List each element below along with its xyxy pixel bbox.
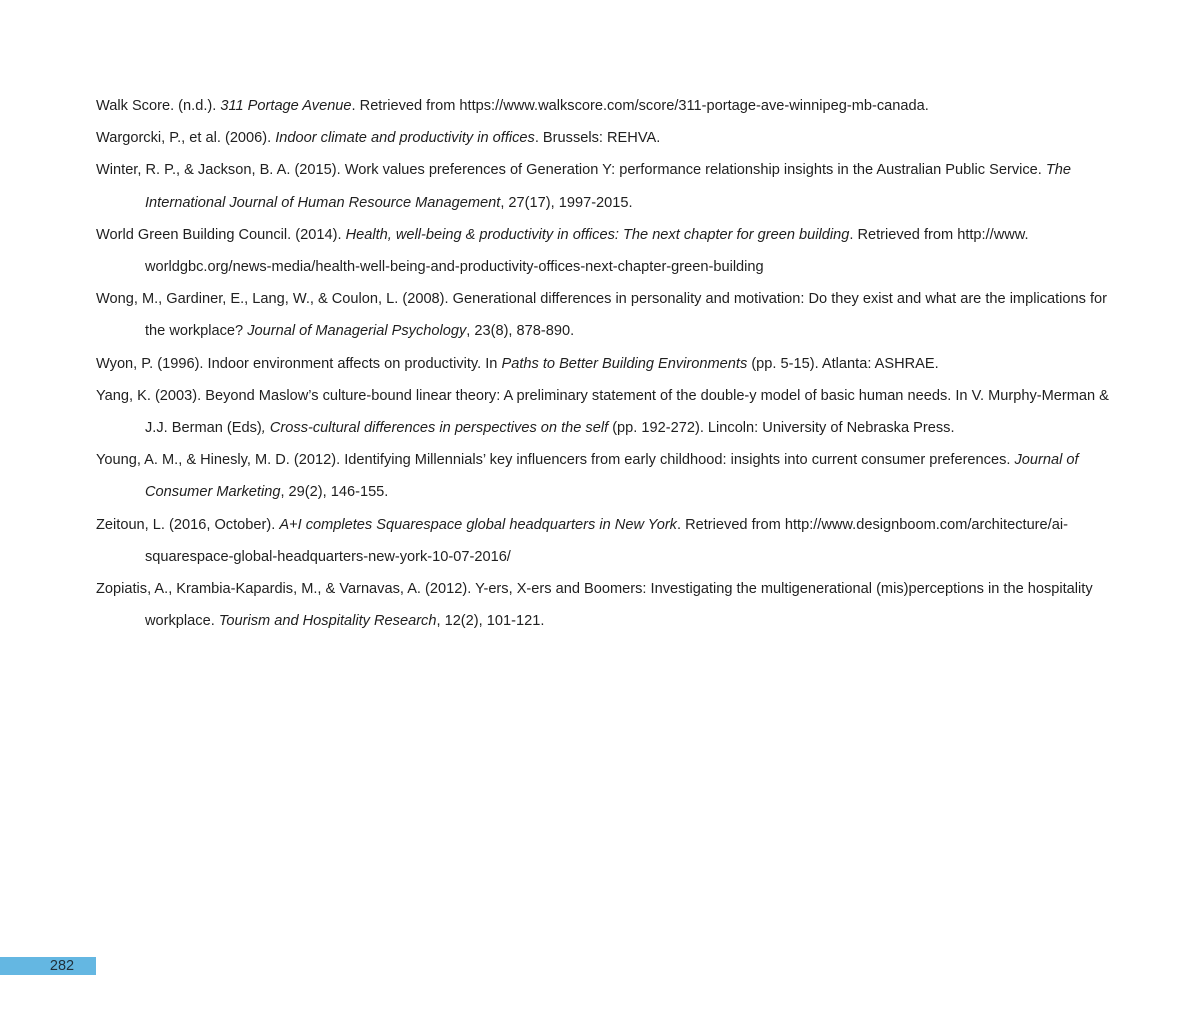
reference-list [96,90,1116,637]
reference-text: (pp. 192-272). Lincoln: University of Nebraska Press. [608,420,955,437]
reference-entry [96,122,1116,154]
reference-entry [96,573,1116,637]
reference-entry [96,509,1116,573]
reference-entry [96,283,1116,347]
reference-entry [96,219,1116,283]
reference-text: (pp. 5-15). Atlanta: ASHRAE. [747,355,939,372]
reference-title: Indoor climate and productivity in offices [275,130,535,147]
reference-text: Zeitoun, L. (2016, October). [96,516,280,533]
reference-text: , 12(2), 101-121. [436,613,545,630]
reference-text: , 29(2), 146-155. [280,484,389,501]
reference-text: Young, A. M., & Hinesly, M. D. (2012). Identifying Millennials’ key influencers from early childhood: insights into current consumer preferences. [96,452,1015,469]
reference-title: The International Journal of Human Resource Management [145,162,1072,211]
reference-text: , 27(17), 1997-2015. [500,194,633,211]
reference-title: Journal of Consumer Marketing [145,452,1079,501]
reference-title: A+I completes Squarespace global headquarters in New York [279,516,677,533]
reference-text: Yang, K. (2003). Beyond Maslow’s culture-bound linear theory: A preliminary statement of the double-y model of basic human needs. In V. Murphy-Merman & J.J. Berman (Eds) [96,387,1109,437]
reference-text: . Brussels: REHVA. [534,130,661,147]
reference-text: Wong, M., Gardiner, E., Lang, W., & Coulon, L. (2008). Generational differences in personality and motivation: Do they exist and what are the implications for the workplace? [96,291,1108,340]
page-number-tab [0,957,96,975]
reference-entry [96,90,1116,122]
reference-text: Wyon, P. (1996). Indoor environment affects on productivity. In [96,355,502,372]
reference-entry [96,380,1116,444]
reference-text: World Green Building Council. (2014). [96,226,346,243]
reference-text: Wargorcki, P., et al. (2006). [96,130,276,147]
reference-text: . Retrieved from https://www.walkscore.com/score/311-portage-ave-winnipeg-mb-canada. [351,98,929,114]
reference-title: Paths to Better Building Environments [501,355,748,372]
page-number: 282 [49,958,75,974]
reference-text: Winter, R. P., & Jackson, B. A. (2015). Work values preferences of Generation Y: performance relationship insights in the Australian Public Service. [96,162,1046,179]
reference-text: , 23(8), 878-890. [466,323,575,340]
reference-title: Tourism and Hospitality Research [218,613,437,630]
reference-title: Health, well-being & productivity in offices: The next chapter for green building [345,226,850,243]
reference-title: Journal of Managerial Psychology [247,323,467,340]
reference-entry [96,348,1116,380]
reference-entry [96,444,1116,508]
reference-text: Zopiatis, A., Krambia-Kapardis, M., & Varnavas, A. (2012). Y-ers, X-ers and Boomers: Investigating the multigenerational (mis)perceptions in the hospitality workplace. [96,581,1093,630]
reference-entry [96,154,1116,218]
reference-text: . Retrieved from http://www.​worldgbc.org/news-media/health-well-being-and-productivity-offices-next-chapter-green-building [145,226,1029,276]
reference-title: , Cross-cultural differences in perspectives on the self [261,420,609,437]
reference-title: 311 Portage Avenue [220,98,352,114]
reference-text: Walk Score. (n.d.). [96,98,221,114]
reference-text: . Retrieved from http://www.designboom.com/​architecture/ai-squarespace-global-headquarters-new-york-10-07-2016/ [145,516,1068,565]
